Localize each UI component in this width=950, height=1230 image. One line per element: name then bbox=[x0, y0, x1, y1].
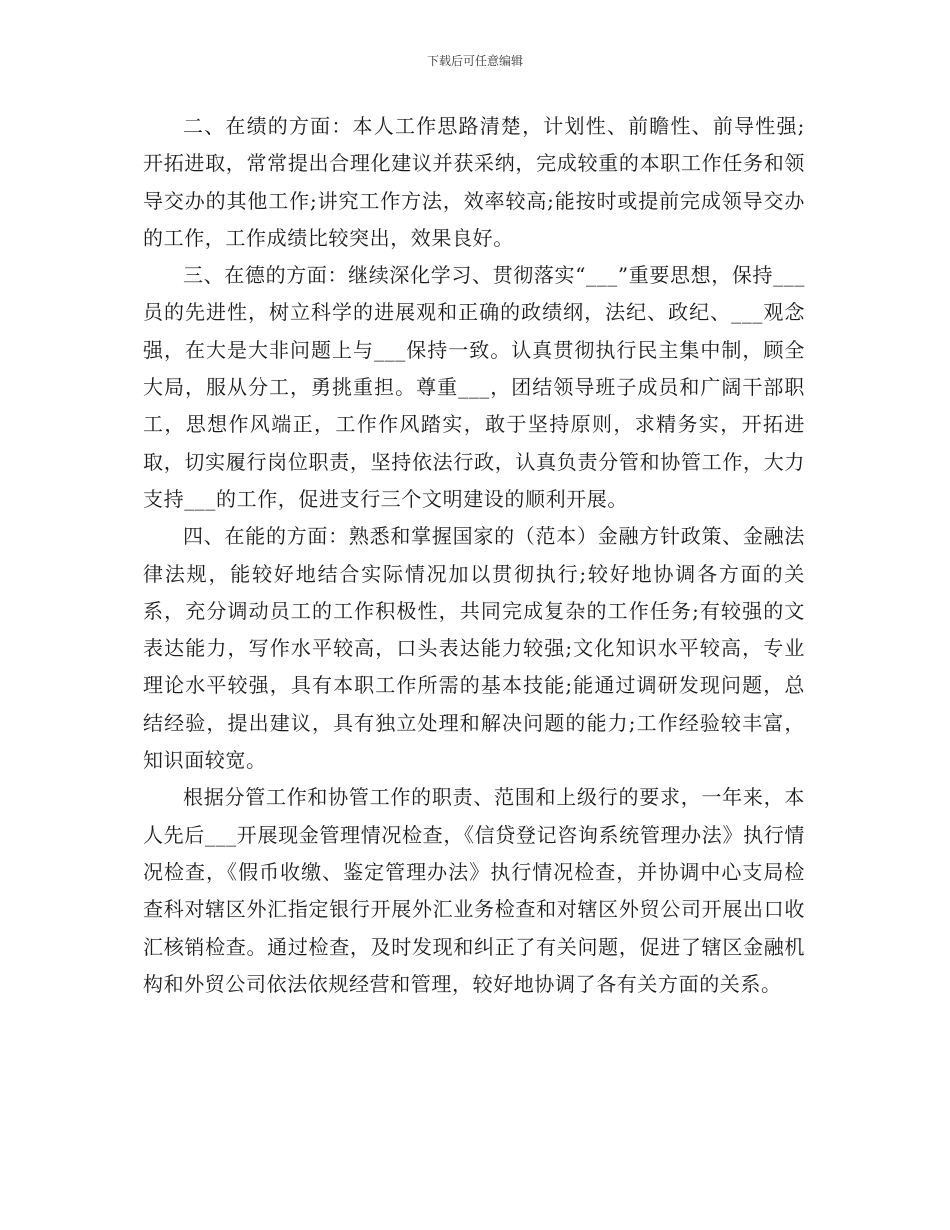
paragraph-performance: 二、在绩的方面：本人工作思路清楚，计划性、前瞻性、前导性强;开拓进取，常常提出合理化建议并获采纳，完成较重的本职工作任务和领导交办的其他工作;讲究工作方法，效率较高;能按时或提前完成领导交办的工作，工作成绩比较突出，效果良好。 bbox=[143, 114, 805, 250]
paragraph-inspections: 根据分管工作和协管工作的职责、范围和上级行的要求，一年来，本人先后___开展现金管理情况检查，《信贷登记咨询系统管理办法》执行情况检查，《假币收缴、鉴定管理办法》执行情况检查，并协调中心支局检查科对辖区外汇指定银行开展外汇业务检查和对辖区外贸公司开展出口收汇核销检查。通过检查，及时发现和纠正了有关问题，促进了辖区金融机构和外贸公司依法依规经营和管理，较好地协调了各有关方面的关系。 bbox=[143, 785, 805, 996]
paragraph-morality: 三、在德的方面：继续深化学习、贯彻落实“___”重要思想，保持___员的先进性，树立科学的进展观和正确的政绩纲，法纪、政纪、___观念强，在大是大非问题上与___保持一致。认真贯彻执行民主集中制，顾全大局，服从分工，勇挑重担。尊重___，团结领导班子成员和广阔干部职工，思想作风端正，工作作风踏实，敢于坚持原则，求精务实，开拓进取，切实履行岗位职责，坚持依法行政，认真负责分管和协管工作，大力支持___的工作，促进支行三个文明建设的顺利开展。 bbox=[143, 263, 805, 511]
page-header: 下载后可任意编辑 bbox=[426, 54, 523, 68]
paragraph-ability: 四、在能的方面：熟悉和掌握国家的（范本）金融方针政策、金融法律法规，能较好地结合实际情况加以贯彻执行;较好地协调各方面的关系，充分调动员工的工作积极性，共同完成复杂的工作任务;有较强的文表达能力，写作水平较高，口头表达能力较强;文化知识水平较高，专业理论水平较强，具有本职工作所需的基本技能;能通过调研发现问题，总结经验，提出建议，具有独立处理和解决问题的能力;工作经验较丰富，知识面较宽。 bbox=[143, 524, 805, 773]
document-body bbox=[143, 108, 805, 1003]
